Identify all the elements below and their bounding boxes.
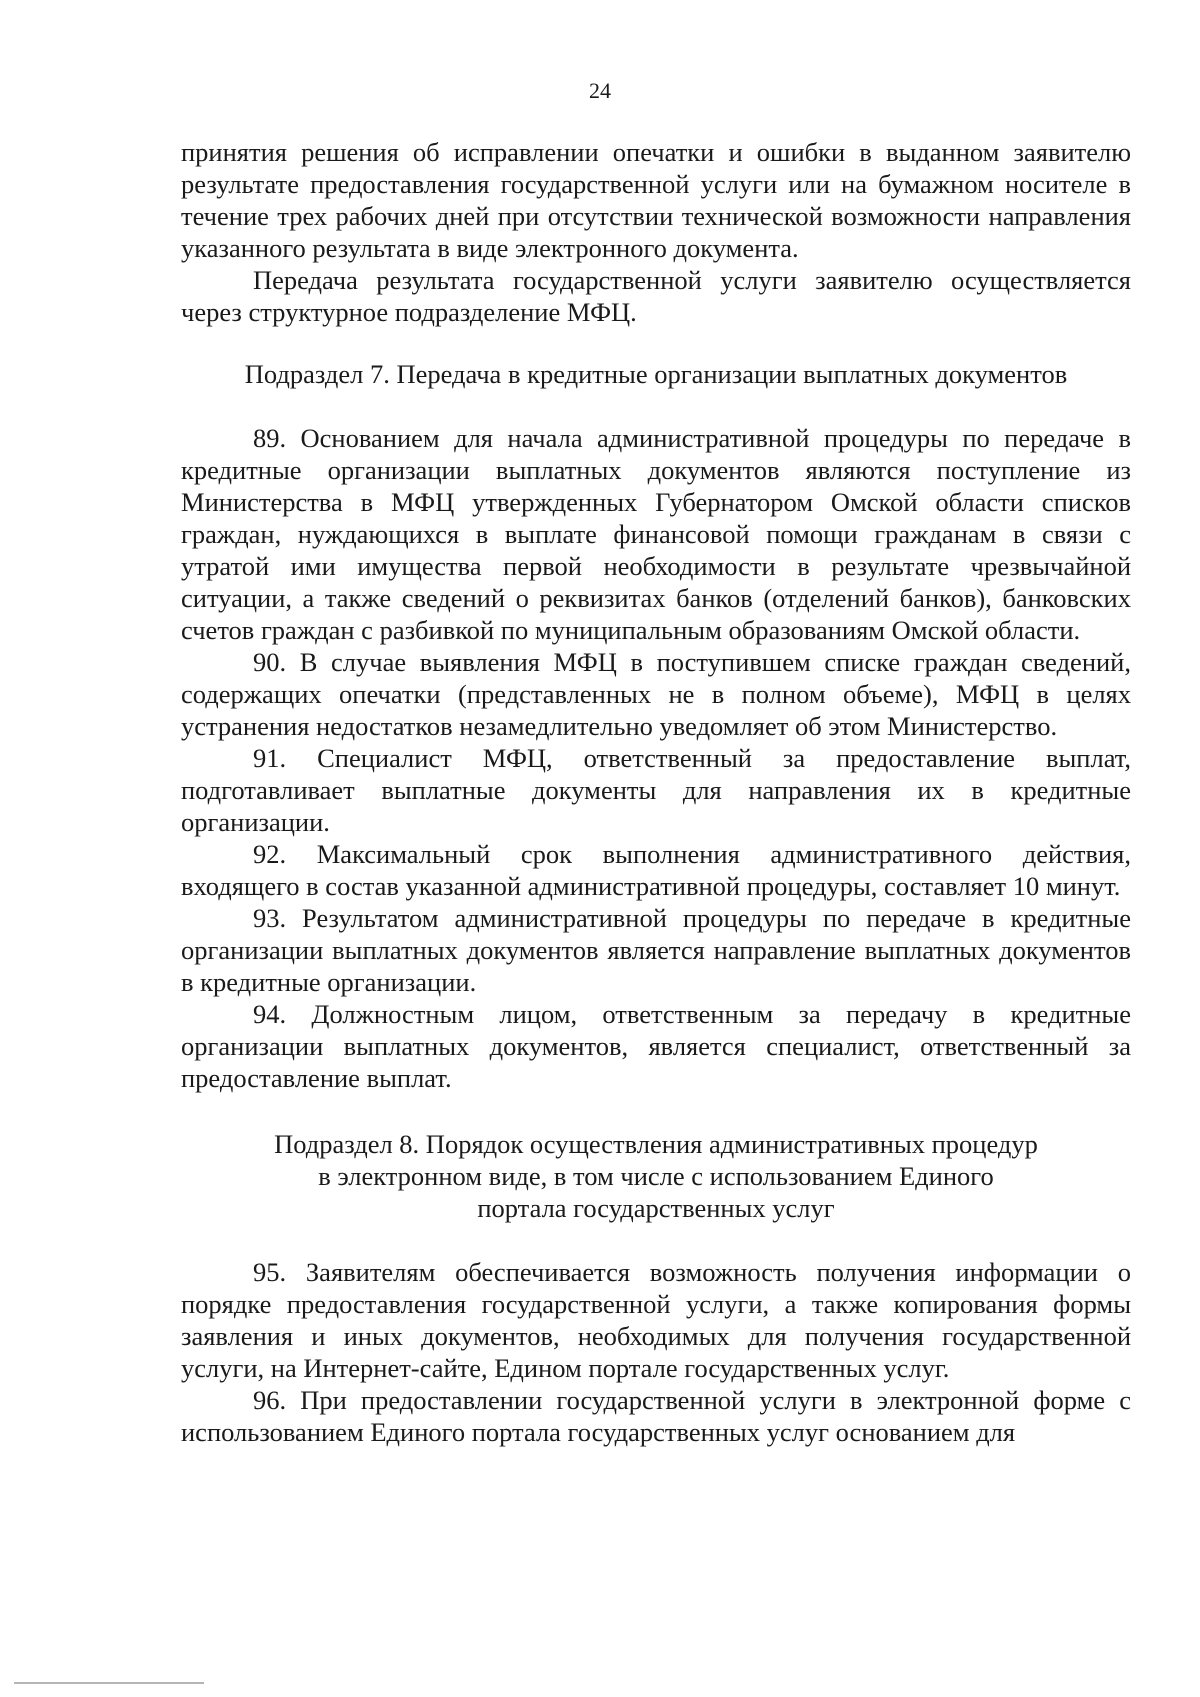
paragraph-90: 90. В случае выявления МФЦ в поступившем списке граждан сведений, содержащих опечатки (представленных не в полном объеме), МФЦ в целях устранения недостатков незамедлительно уведомляет об этом Министерство. (181, 647, 1131, 741)
paragraph-94: 94. Должностным лицом, ответственным за передачу в кредитные организации выплатных документов, является специалист, ответственный за предоставление выплат. (181, 999, 1131, 1093)
subsection-8-heading (181, 1128, 1131, 1224)
paragraph-93: 93. Результатом административной процедуры по передаче в кредитные организации выплатных документов является направление выплатных документов в кредитные организации. (181, 903, 1131, 997)
document-body (181, 136, 1131, 1448)
paragraph-92: 92. Максимальный срок выполнения административного действия, входящего в состав указанной административной процедуры, составляет 10 минут. (181, 839, 1131, 901)
spacer (181, 1224, 1131, 1256)
subsection-8-heading-line: Подраздел 8. Порядок осуществления административных процедур (274, 1129, 1038, 1159)
paragraph-89: 89. Основанием для начала административной процедуры по передаче в кредитные организации выплатных документов являются поступление из Министерства в МФЦ утвержденных Губернатором Омской области списков граждан, нуждающихся в выплате финансовой помощи гражданам в связи с утратой ими имущества первой необходимости в результате чрезвычайной ситуации, а также сведений о реквизитах банков (отделений банков), банковских счетов граждан с разбивкой по муниципальным образованиям Омской области. (181, 423, 1131, 645)
paragraph-95: 95. Заявителям обеспечивается возможность получения информации о порядке предоставления государственной услуги, а также копирования формы заявления и иных документов, необходимых для получения государственной услуги, на Интернет-сайте, Едином портале государственных услуг. (181, 1257, 1131, 1383)
page-number: 24 (589, 78, 611, 103)
transfer-result-paragraph: Передача результата государственной услуги заявителю осуществляется через структурное подразделение МФЦ. (181, 265, 1131, 327)
subsection-8-heading-line: в электронном виде, в том числе с использованием Единого (318, 1161, 994, 1191)
scan-edge-mark (14, 1682, 204, 1684)
continuation-paragraph: принятия решения об исправлении опечатки и ошибки в выданном заявителю результате предоставления государственной услуги или на бумажном носителе в течение трех рабочих дней при отсутствии технической возможности направления указанного результата в виде электронного документа. (181, 137, 1131, 263)
spacer (181, 390, 1131, 422)
paragraph-91: 91. Специалист МФЦ, ответственный за предоставление выплат, подготавливает выплатные документы для направления их в кредитные организации. (181, 743, 1131, 837)
spacer (181, 1094, 1131, 1128)
subsection-8-heading-line: портала государственных услуг (477, 1193, 835, 1223)
spacer (181, 328, 1131, 358)
paragraph-96: 96. При предоставлении государственной услуги в электронной форме с использованием Единого портала государственных услуг основанием для (181, 1385, 1131, 1447)
subsection-7-heading: Подраздел 7. Передача в кредитные организации выплатных документов (244, 359, 1068, 389)
